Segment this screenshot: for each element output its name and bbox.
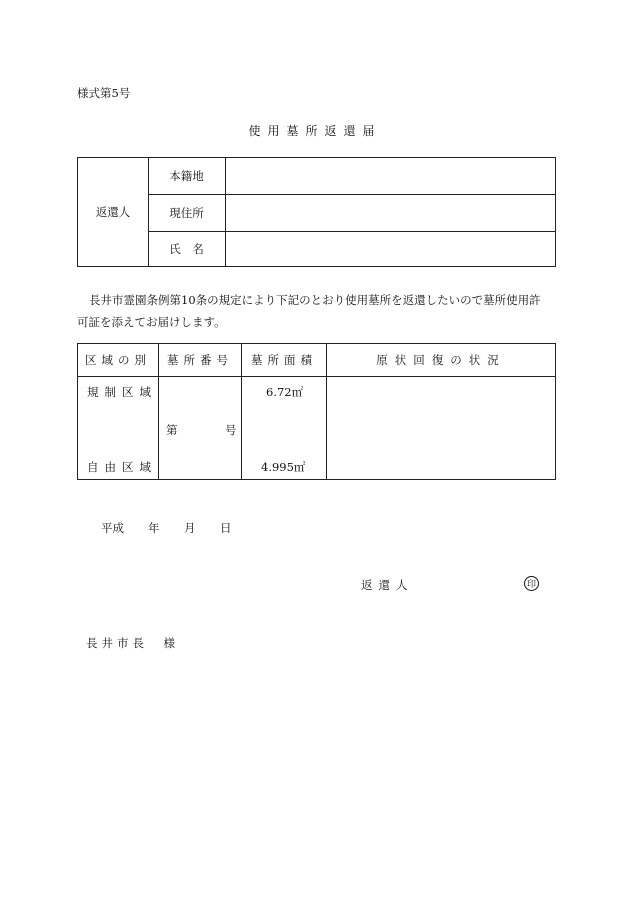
addressee: 長井市長 様 bbox=[86, 636, 179, 650]
header-plot-number: 墓所番号 bbox=[167, 353, 233, 367]
seal-mark: 印 bbox=[524, 576, 539, 591]
area-restricted: 6.72㎡ bbox=[266, 385, 304, 399]
date-day: 日 bbox=[220, 521, 232, 535]
plot-number-prefix: 第 bbox=[166, 423, 178, 437]
current-address-field[interactable] bbox=[226, 195, 555, 231]
plot-number-suffix: 号 bbox=[225, 423, 237, 437]
statement-line-1: 長井市霊園条例第10条の規定により下記のとおり使用墓所を返還したいので墓所使用許 bbox=[89, 293, 541, 307]
registered-domicile-field[interactable] bbox=[226, 158, 555, 194]
plot-table bbox=[77, 343, 556, 480]
header-zone: 区域の別 bbox=[85, 353, 151, 367]
date-year: 年 bbox=[148, 521, 160, 535]
table-divider bbox=[78, 376, 555, 377]
date-era: 平成 bbox=[101, 521, 124, 535]
document-title: 使用墓所返還届 bbox=[248, 124, 382, 138]
current-address-label: 現住所 bbox=[169, 205, 204, 220]
header-restoration-status: 原状回復の状況 bbox=[376, 353, 506, 367]
registered-domicile-label: 本籍地 bbox=[169, 169, 204, 183]
signer-label: 返還人 bbox=[361, 578, 414, 592]
zone-free: 自由区域 bbox=[87, 460, 157, 474]
statement-line-2: 可証を添えてお届けします。 bbox=[77, 315, 226, 329]
header-plot-area: 墓所面積 bbox=[251, 353, 317, 367]
applicant-group-label: 返還人 bbox=[95, 205, 131, 219]
form-number: 様式第5号 bbox=[77, 86, 131, 100]
name-label: 氏 名 bbox=[169, 241, 204, 256]
statement-paragraph bbox=[77, 289, 562, 333]
area-free: 4.995㎡ bbox=[261, 460, 306, 474]
applicant-table bbox=[77, 157, 556, 267]
zone-restricted: 規制区域 bbox=[87, 385, 157, 399]
date-month: 月 bbox=[184, 521, 196, 535]
name-field[interactable] bbox=[226, 232, 555, 266]
